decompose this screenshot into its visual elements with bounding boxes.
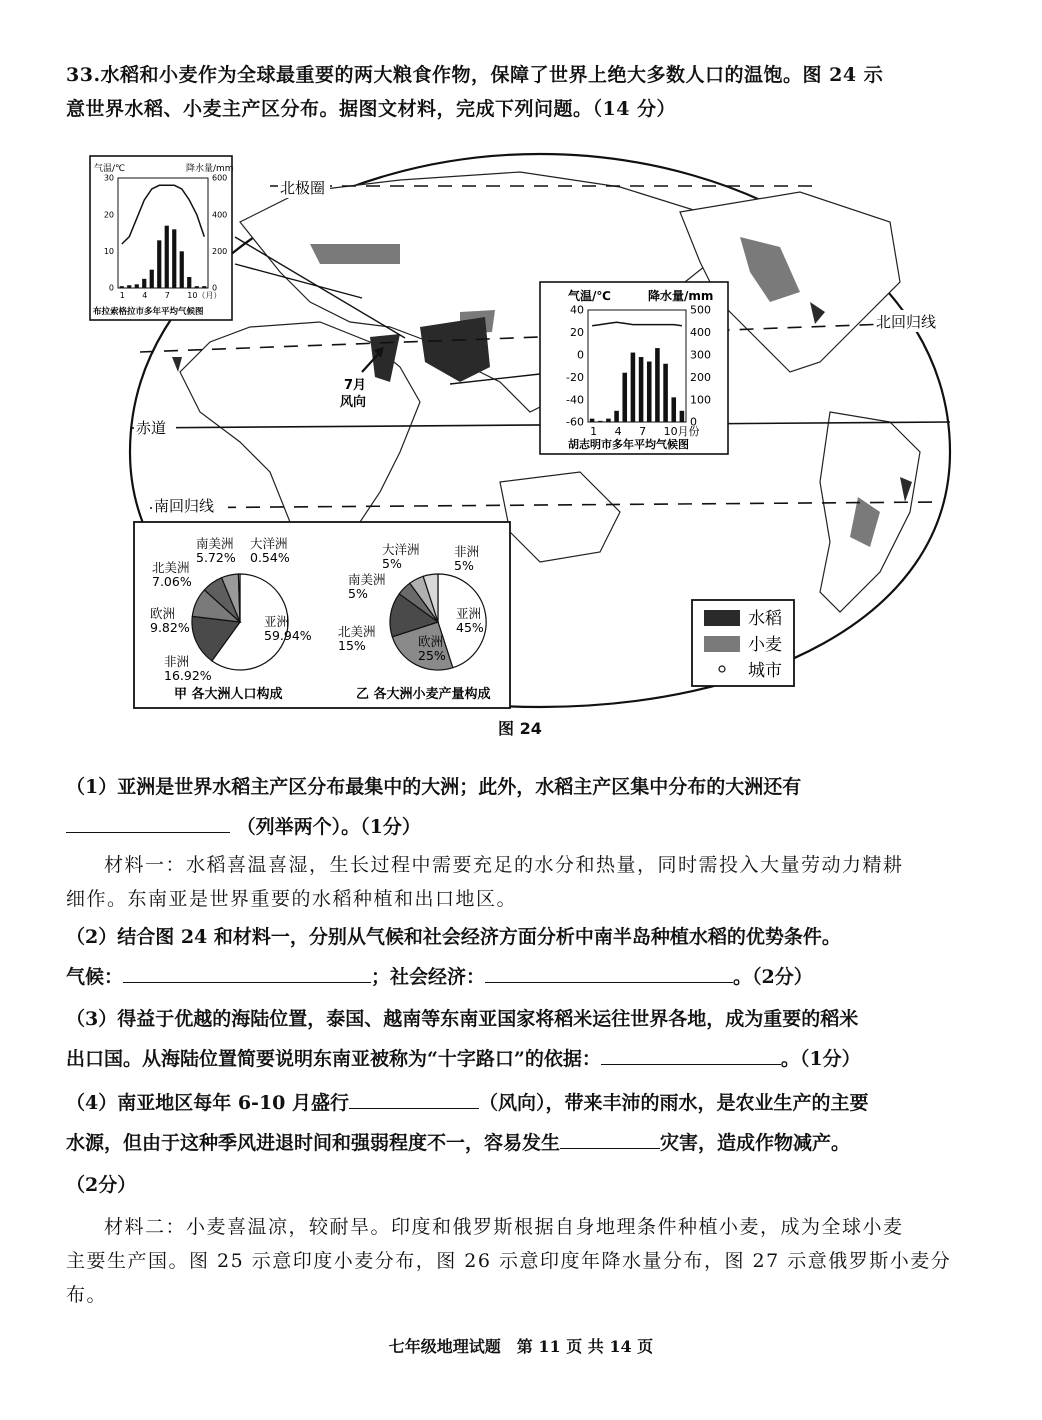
left-precip-axis-label: 降水量/mm	[186, 164, 234, 174]
left-precip-bar	[165, 226, 169, 288]
pie-label: 欧洲	[150, 606, 176, 621]
material1-line2: 细作。东南亚是世界重要的水稻种植和出口地区。	[66, 888, 518, 910]
pie-label: 非洲	[164, 654, 190, 669]
left-precip-tick: 200	[212, 247, 228, 256]
pie-value-label: 25%	[418, 648, 446, 663]
right-temp-tick: 40	[570, 303, 584, 317]
right-temp-tick: 0	[577, 348, 584, 362]
right-temp-tick: -40	[566, 393, 584, 407]
pie-label: 亚洲	[456, 606, 482, 621]
q3-blank[interactable]	[601, 1044, 781, 1065]
legend-rice-label: 水稻	[748, 609, 782, 629]
left-month-tick: 10（月）	[187, 291, 222, 300]
pie-value-label: 5%	[454, 558, 474, 573]
pie-value-label: 59.94%	[264, 628, 312, 643]
wind-label-2: 风向	[340, 395, 367, 410]
material2-line1: 材料二：小麦喜温凉，较耐旱。印度和俄罗斯根据自身地理条件种植小麦，成为全球小麦	[104, 1216, 904, 1238]
q1-line	[66, 772, 996, 802]
pie-label: 北美洲	[338, 624, 376, 639]
right-precip-tick: 500	[690, 303, 711, 317]
left-precip-bar	[172, 229, 176, 288]
left-precip-bar	[195, 286, 199, 288]
q1-blank[interactable]	[66, 812, 230, 833]
left-temp-tick: 20	[103, 210, 114, 220]
pie-value-label: 5%	[348, 586, 368, 601]
q4-disaster-blank[interactable]	[560, 1128, 660, 1149]
q2-answer-line	[66, 962, 996, 992]
right-precip-bar	[622, 373, 627, 422]
right-precip-tick: 200	[690, 370, 711, 384]
pie-value-label: 7.06%	[152, 574, 192, 589]
pie-label: 南美洲	[196, 536, 234, 551]
left-precip-bar	[120, 286, 124, 288]
q2-climate-label: 气候：	[66, 966, 124, 988]
left-temp-tick: 0	[108, 283, 114, 293]
q2-econ-label: ；社会经济：	[371, 966, 486, 988]
left-temp-tick: 10	[103, 247, 114, 256]
left-month-tick: 7	[164, 291, 170, 300]
left-month-tick: 4	[142, 291, 148, 300]
right-precip-bar	[639, 357, 644, 422]
right-precip-bar	[614, 411, 619, 422]
right-precip-bar	[671, 397, 676, 422]
q2-tail: 。（2分）	[733, 966, 813, 988]
left-precip-bar	[187, 277, 191, 288]
q4-wind-blank[interactable]	[349, 1088, 479, 1109]
q4-text-d: 灾害，造成作物减产。	[660, 1132, 851, 1154]
right-precip-bar	[598, 421, 603, 422]
q2-line: （2）结合图 24 和材料一，分别从气候和社会经济方面分析中南半岛种植水稻的优势条件。	[66, 926, 841, 948]
pie-value-label: 0.54%	[250, 550, 290, 565]
material2-line3: 布。	[66, 1284, 108, 1306]
right-precip-bar	[680, 411, 685, 422]
pie-label: 亚洲	[264, 614, 290, 629]
left-precip-bar	[135, 284, 139, 288]
legend-wheat-label: 小麦	[748, 635, 782, 655]
left-temp-tick: 30	[103, 173, 114, 183]
q1-text: （1）亚洲是世界水稻主产区分布最集中的大洲；此外，水稻主产区集中分布的大洲还有	[66, 776, 802, 798]
figure-caption: 图 24	[498, 719, 542, 738]
left-precip-tick: 0	[212, 283, 218, 293]
right-temp-axis-label: 气温/℃	[568, 289, 611, 303]
q4-text-a: （4）南亚地区每年 6-10 月盛行	[66, 1092, 349, 1114]
wind-label-1: 7月	[344, 378, 367, 393]
q4-text-b: （风向），带来丰沛的雨水，是农业生产的主要	[479, 1092, 869, 1114]
climate-chart-right	[540, 282, 728, 454]
material1-line1: 材料一：水稻喜温喜湿，生长过程中需要充足的水分和热量，同时需投入大量劳动力精耕	[104, 854, 904, 876]
left-precip-bar	[150, 270, 154, 288]
pie-title: 甲 各大洲人口构成	[174, 687, 283, 702]
right-precip-bar	[647, 362, 652, 422]
pie-label: 南美洲	[348, 572, 386, 587]
right-month-tick: 10月份	[663, 425, 700, 438]
q2-econ-blank[interactable]	[485, 962, 733, 983]
tropic-cancer-label: 北回归线	[876, 313, 937, 331]
arctic-label: 北极圈	[280, 179, 326, 197]
pie-value-label: 45%	[456, 620, 484, 635]
figure-24	[93, 152, 980, 712]
right-precip-bar	[655, 348, 660, 422]
right-month-tick: 1	[590, 425, 598, 438]
legend-city-label: 城市	[748, 661, 782, 681]
legend-rice-swatch	[704, 610, 740, 626]
right-month-tick: 7	[639, 425, 647, 438]
q3-line1: （3）得益于优越的海陆位置，泰国、越南等东南亚国家将稻米运往世界各地，成为重要的稻米	[66, 1008, 859, 1030]
left-precip-bar	[142, 279, 146, 288]
left-precip-tick: 400	[212, 210, 228, 220]
pie-value-label: 5%	[382, 556, 402, 571]
q4-text-c: 水源，但由于这种季风进退时间和强弱程度不一，容易发生	[66, 1132, 561, 1154]
q4-line1	[66, 1088, 996, 1118]
left-precip-bar	[157, 240, 161, 288]
pie-value-label: 15%	[338, 638, 366, 653]
pie-value-label: 5.72%	[196, 550, 236, 565]
pie-label: 非洲	[454, 544, 480, 559]
q4-line3: （2分）	[66, 1174, 137, 1196]
right-precip-axis-label: 降水量/mm	[648, 289, 714, 303]
left-precip-bar	[202, 286, 206, 288]
pie-value-label: 16.92%	[164, 668, 212, 683]
right-precip-tick: 0	[690, 415, 697, 429]
right-temp-tick: 20	[570, 326, 584, 340]
pie-label: 欧洲	[418, 634, 444, 649]
right-temp-tick: -20	[566, 370, 584, 384]
legend-wheat-swatch	[704, 636, 740, 652]
right-precip-bar	[663, 364, 668, 422]
pie-value-label: 9.82%	[150, 620, 190, 635]
left-precip-bar	[127, 285, 131, 288]
right-precip-tick: 400	[690, 326, 711, 340]
map-legend	[692, 600, 794, 686]
right-precip-bar	[631, 353, 636, 422]
right-precip-bar	[590, 419, 595, 422]
material2-line2: 主要生产国。图 25 示意印度小麦分布，图 26 示意印度年降水量分布，图 27 示意俄罗斯小麦分	[66, 1250, 952, 1272]
q1-tail: （列举两个）。（1分）	[236, 816, 421, 838]
right-precip-tick: 300	[690, 348, 711, 362]
left-temp-axis-label: 气温/℃	[94, 164, 126, 174]
q1-answer-line	[66, 812, 996, 842]
tropic-capricorn-label: 南回归线	[154, 497, 215, 515]
pie-title: 乙 各大洲小麦产量构成	[356, 687, 491, 702]
right-month-tick: 4	[614, 425, 622, 438]
left-chart-caption: 布拉索格拉市多年平均气候图	[93, 307, 204, 317]
pie-label: 大洋洲	[382, 542, 420, 557]
question-line-2: 意世界水稻、小麦主产区分布。据图文材料，完成下列问题。（14 分）	[66, 98, 677, 120]
page-footer: 七年级地理试题 第 11 页 共 14 页	[388, 1337, 654, 1356]
pie-label: 大洋洲	[250, 536, 288, 551]
q3-tail: 。（1分）	[780, 1048, 861, 1070]
q3-line2	[66, 1044, 996, 1074]
left-precip-tick: 600	[212, 173, 228, 183]
pie-charts-box	[134, 522, 510, 708]
right-precip-tick: 100	[690, 393, 711, 407]
right-chart-caption: 胡志明市多年平均气候图	[568, 438, 689, 451]
q3-text: 出口国。从海陆位置简要说明东南亚被称为“十字路口”的依据：	[66, 1048, 601, 1070]
right-precip-bar	[606, 419, 611, 422]
left-month-tick: 1	[119, 291, 125, 300]
question-line-1: 33.水稻和小麦作为全球最重要的两大粮食作物，保障了世界上绝大多数人口的温饱。图 24 示	[66, 64, 884, 86]
equator-label: 赤道	[136, 419, 167, 437]
q4-line2	[66, 1128, 996, 1158]
pie-label: 北美洲	[152, 560, 190, 575]
question-33-heading	[66, 58, 996, 126]
climate-chart-left	[90, 156, 234, 320]
right-temp-tick: -60	[566, 415, 584, 429]
wheat-region-europe	[310, 244, 400, 264]
world-map	[93, 152, 980, 712]
left-precip-bar	[180, 251, 184, 288]
q2-climate-blank[interactable]	[123, 962, 371, 983]
